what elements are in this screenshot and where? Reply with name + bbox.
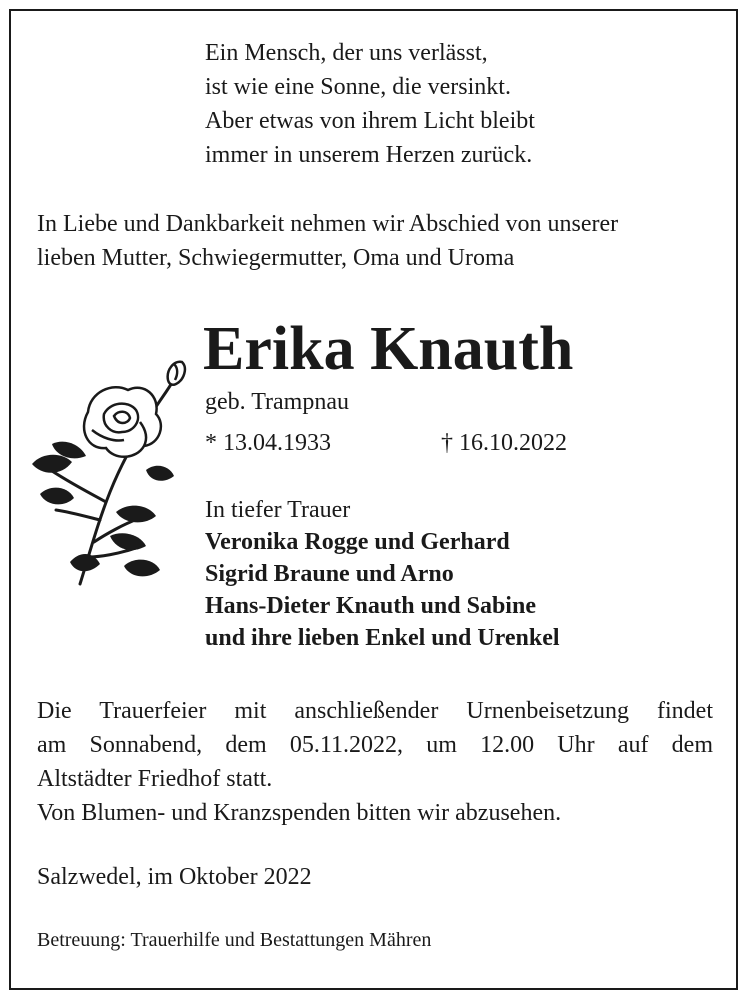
poem [205, 36, 535, 172]
intro-line: lieben Mutter, Schwiegermutter, Oma und Uroma [37, 245, 515, 271]
mourner-name: Veronika Rogge und Gerhard [205, 529, 510, 555]
place-date: Salzwedel, im Oktober 2022 [37, 864, 312, 890]
mourners-block [205, 494, 560, 654]
poem-line: Ein Mensch, der uns verlässt, [205, 40, 488, 66]
funeral-home-credit: Betreuung: Trauerhilfe und Bestattungen Mähren [37, 929, 432, 951]
birth-date: * 13.04.1933 [205, 430, 331, 456]
death-date: † 16.10.2022 [441, 430, 567, 456]
rose-icon [28, 352, 188, 592]
ceremony-line: am Sonnabend, dem 05.11.2022, um 12.00 Uhr auf dem [37, 732, 713, 758]
poem-line: immer in unserem Herzen zurück. [205, 142, 533, 168]
mourners-heading: In tiefer Trauer [205, 497, 351, 523]
ceremony-line: Von Blumen- und Kranzspenden bitten wir abzusehen. [37, 800, 562, 826]
ceremony-info [37, 694, 713, 830]
ceremony-line: Altstädter Friedhof statt. [37, 766, 273, 792]
mourner-name: und ihre lieben Enkel und Urenkel [205, 625, 560, 651]
mourner-name: Hans-Dieter Knauth und Sabine [205, 593, 536, 619]
poem-line: ist wie eine Sonne, die versinkt. [205, 74, 511, 100]
intro-text [37, 207, 618, 275]
ceremony-line: Die Trauerfeier mit anschließender Urnenbeisetzung findet [37, 698, 713, 724]
birth-name: geb. Trampnau [205, 389, 349, 415]
mourner-name: Sigrid Braune und Arno [205, 561, 454, 587]
intro-line: In Liebe und Dankbarkeit nehmen wir Abschied von unserer [37, 211, 619, 237]
poem-line: Aber etwas von ihrem Licht bleibt [205, 108, 535, 134]
deceased-name: Erika Knauth [203, 315, 574, 383]
